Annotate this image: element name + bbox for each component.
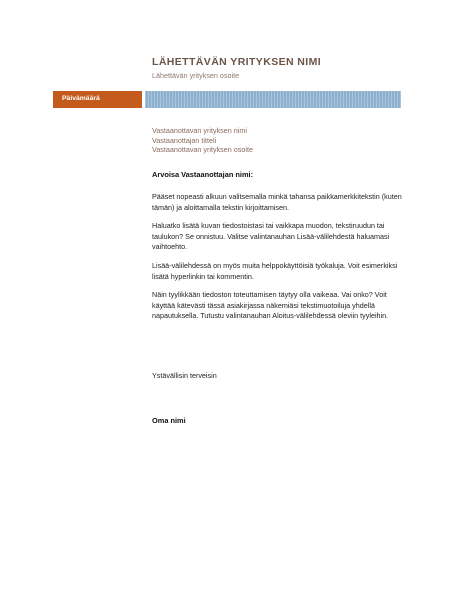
date-badge[interactable] bbox=[53, 91, 142, 108]
recipient-title[interactable]: Vastaanottajan titteli bbox=[152, 135, 217, 145]
signature-name[interactable]: Oma nimi bbox=[152, 416, 186, 425]
body-paragraph[interactable]: Haluatko lisätä kuvan tiedostoistasi tai vaikkapa muodon, tekstiruudun tai taulukon? Se onnistuu. Valitse valintanauhan Lisää-välilehdestä haluamasi vaihtoehto. bbox=[152, 221, 390, 252]
company-address[interactable]: Lähettävän yrityksen osoite bbox=[152, 71, 240, 80]
letter-body bbox=[152, 192, 407, 330]
body-paragraph[interactable]: Lisää-välilehdessä on myös muita helppokäyttöisiä työkaluja. Voit esimerkiksi lisätä hyperlinkin tai kommentin. bbox=[152, 260, 398, 281]
closing[interactable]: Ystävällisin terveisin bbox=[152, 371, 217, 380]
recipient-company-name[interactable]: Vastaanottavan yrityksen nimi bbox=[152, 126, 247, 135]
recipient-company-address[interactable]: Vastaanottavan yrityksen osoite bbox=[152, 145, 253, 155]
salutation[interactable]: Arvoisa Vastaanottajan nimi: bbox=[152, 170, 254, 179]
date-bar bbox=[53, 91, 401, 108]
date-field[interactable]: Päivämäärä bbox=[62, 95, 100, 102]
company-name[interactable]: LÄHETTÄVÄN YRITYKSEN NIMI bbox=[152, 56, 322, 68]
body-paragraph[interactable]: Näin tyylikkään tiedoston toteuttamisen täytyy olla vaikeaa. Vai onko? Voit käyttää kätevästi tässä asiakirjassa näkemiäsi tekstimuotoiluja yhdellä napautuksella. Tutustu valintanauhan Aloitus-välilehdessä oleviin tyyleihin. bbox=[152, 290, 389, 321]
recipient-block bbox=[152, 126, 253, 155]
decorative-stripe bbox=[145, 91, 401, 108]
body-paragraph[interactable]: Pääset nopeasti alkuun valitsemalla minkä tahansa paikkamerkkitekstin (kuten tämän) ja aloittamalla tekstin kirjoittamisen. bbox=[152, 192, 402, 212]
